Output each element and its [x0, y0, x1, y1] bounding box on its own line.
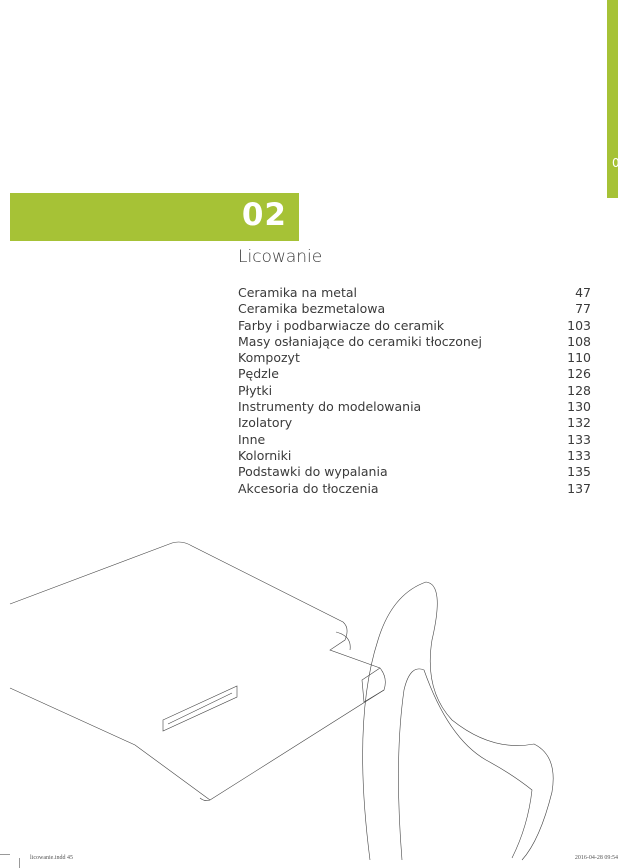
edge-tab-glyph: 0 — [612, 156, 620, 170]
toc-row[interactable] — [238, 448, 591, 464]
curved-form-inner — [398, 669, 532, 860]
toc-label: Ceramika bezmetalowa — [238, 301, 386, 317]
toc-label: Pędzle — [238, 366, 279, 382]
toc-row[interactable] — [238, 334, 591, 350]
toc-label: Instrumenty do modelowania — [238, 399, 422, 415]
toc-label: Masy osłaniające do ceramiki tłoczonej — [238, 333, 482, 349]
toc-label: Izolatory — [238, 415, 293, 431]
toc-label: Akcesoria do tłoczenia — [238, 480, 379, 496]
toc-row[interactable] — [238, 432, 591, 448]
toc-page: 130 — [567, 399, 591, 415]
toc-label: Kompozyt — [238, 350, 300, 366]
toc-row[interactable] — [238, 301, 591, 317]
chapter-number: 02 — [241, 197, 287, 233]
toc-label: Płytki — [238, 382, 273, 398]
footer-file-info: licowanie.indd 45 — [30, 855, 73, 861]
section-title: Licowanie — [238, 247, 323, 267]
tray-step — [362, 668, 384, 702]
tray-lower-edge — [10, 688, 210, 800]
tray-slot-inner — [168, 693, 232, 724]
toc-page: 126 — [567, 366, 591, 382]
crop-mark — [0, 854, 10, 855]
toc-page: 135 — [567, 464, 591, 480]
toc-row[interactable] — [238, 383, 591, 399]
toc-page: 108 — [567, 333, 591, 349]
toc-page: 47 — [575, 285, 591, 300]
table-of-contents — [238, 285, 591, 497]
toc-page: 128 — [567, 382, 591, 398]
toc-label: Ceramika na metal — [238, 285, 357, 300]
line-art-illustration — [0, 520, 618, 868]
footer-timestamp: 2016-04-28 09:54 — [574, 855, 618, 861]
curved-form-outer — [363, 582, 554, 860]
toc-page: 103 — [567, 317, 591, 333]
chapter-banner — [10, 193, 299, 241]
toc-page: 110 — [567, 350, 591, 366]
toc-page: 137 — [567, 480, 591, 496]
toc-page: 133 — [567, 431, 591, 447]
toc-row[interactable] — [238, 481, 591, 497]
tray-outline — [10, 542, 385, 801]
toc-row[interactable] — [238, 415, 591, 431]
toc-page: 77 — [575, 301, 591, 317]
toc-row[interactable] — [238, 399, 591, 415]
toc-page: 133 — [567, 447, 591, 463]
toc-label: Kolorniki — [238, 447, 292, 463]
crop-mark — [19, 858, 20, 868]
toc-label: Podstawki do wypalania — [238, 464, 388, 480]
toc-row[interactable] — [238, 285, 591, 301]
toc-row[interactable] — [238, 464, 591, 480]
toc-row[interactable] — [238, 366, 591, 382]
toc-page: 132 — [567, 415, 591, 431]
toc-label: Farby i podbarwiacze do ceramik — [238, 317, 445, 333]
toc-row[interactable] — [238, 350, 591, 366]
toc-row[interactable] — [238, 318, 591, 334]
toc-label: Inne — [238, 431, 266, 447]
